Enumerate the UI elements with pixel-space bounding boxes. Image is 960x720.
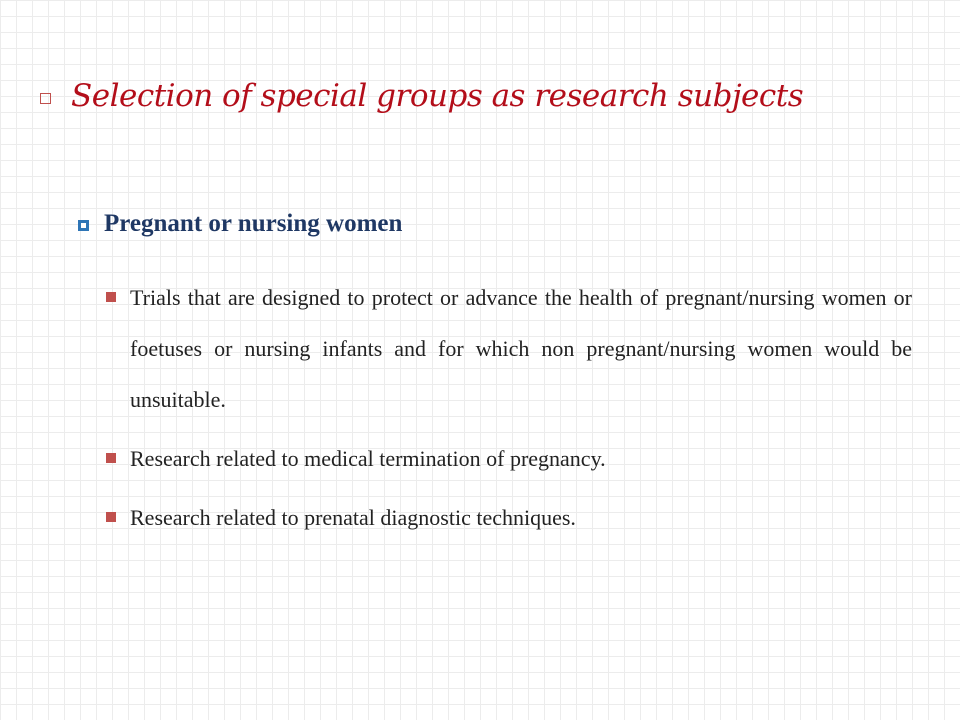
list-item-text: Trials that are designed to protect or advance the health of pregnant/nursing women or foetuses or nursing infants and for which non pregnant/nursing women would be unsuitable. bbox=[130, 285, 912, 412]
framed-square-bullet-icon bbox=[78, 220, 89, 231]
filled-square-bullet-icon bbox=[106, 512, 116, 522]
list-item bbox=[106, 433, 912, 484]
subheading-row bbox=[78, 210, 402, 238]
list-item-text: Research related to medical termination of pregnancy. bbox=[130, 446, 606, 471]
list-item bbox=[106, 492, 912, 543]
filled-square-bullet-icon bbox=[106, 292, 116, 302]
title-row bbox=[40, 78, 920, 114]
subheading: Pregnant or nursing women bbox=[104, 210, 403, 237]
list-item bbox=[106, 272, 912, 425]
filled-square-bullet-icon bbox=[106, 453, 116, 463]
list-item-text: Research related to prenatal diagnostic techniques. bbox=[130, 505, 576, 530]
hollow-square-bullet-icon bbox=[40, 93, 51, 104]
bullet-list bbox=[106, 272, 912, 551]
slide-title: Selection of special groups as research subjects bbox=[71, 78, 804, 114]
